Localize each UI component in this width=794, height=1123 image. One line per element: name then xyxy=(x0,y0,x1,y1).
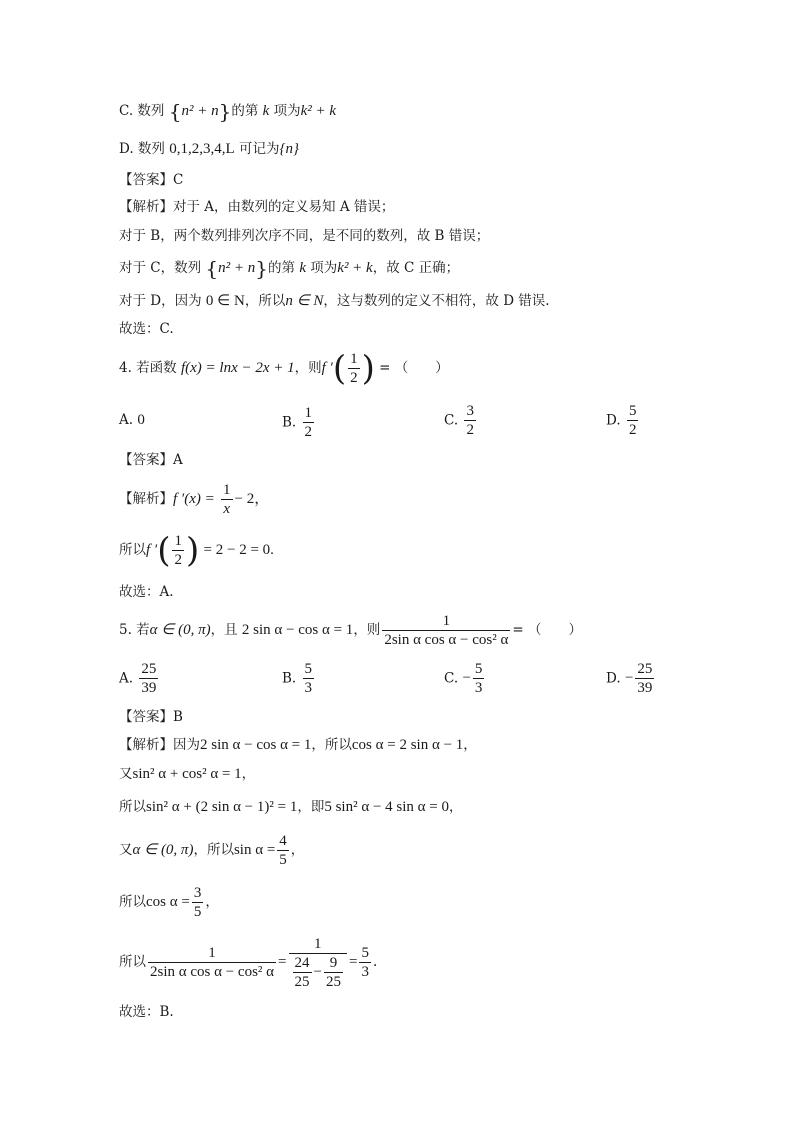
q4-stem-func: f(x) = lnx − 2x + 1 xyxy=(180,360,295,376)
q5-opt-c-sign: − xyxy=(462,670,471,686)
q4-stem-suffix: = （ ） xyxy=(379,360,449,376)
q4-stem-prefix: 4. 若函数 xyxy=(119,360,177,376)
paren-close: ) xyxy=(185,530,200,571)
q5-analysis-6 xyxy=(119,932,377,992)
q5-opt-b-den: 3 xyxy=(304,680,313,696)
q5-a6-inner1-den: 25 xyxy=(294,973,310,990)
q5-stem-suffix: = （ ） xyxy=(512,622,582,638)
q4-opt-c-frac xyxy=(464,402,476,439)
q3-analysis-2: 对于 B，两个数列排列次序不同，是不同的数列，故 B 错误； xyxy=(119,228,490,244)
option-c-prefix: C. 数列 xyxy=(119,103,165,119)
q5-analysis-5 xyxy=(119,882,219,922)
option-d xyxy=(119,139,299,159)
q5-a1-prefix: 【解析】因为 xyxy=(119,737,200,753)
q5-analysis-4 xyxy=(119,830,304,870)
q5-option-c xyxy=(444,660,486,697)
option-c xyxy=(119,101,336,122)
q4-stem xyxy=(119,348,449,389)
q5-answer: 【答案】B xyxy=(119,709,183,725)
q4-opt-b-frac xyxy=(303,404,315,441)
q3-answer: 【答案】C xyxy=(119,172,184,188)
q5-a6-res-num: 5 xyxy=(361,945,369,961)
q5-a3-prefix: 所以 xyxy=(119,799,146,815)
q4-analysis-prefix: 【解析】 xyxy=(119,491,173,507)
q4-option-b xyxy=(282,404,316,441)
q5-a3-m2: 5 sin² α − 4 sin α = 0 xyxy=(324,799,449,815)
q3-a3-suffix: ，故 C 正确； xyxy=(372,260,460,276)
q5-a6-inner2 xyxy=(324,954,343,991)
brace-close: } xyxy=(218,99,232,124)
option-c-mid: 的第 xyxy=(231,103,259,119)
q5-a3-suffix: ， xyxy=(449,799,463,815)
q5-a6-den: 2sin α cos α − cos² α xyxy=(150,964,275,980)
q4-opt-b-num: 1 xyxy=(304,405,313,421)
q4-analysis xyxy=(119,480,269,518)
q5-opt-d-num: 25 xyxy=(637,661,653,677)
q4-stem-mid: ，则 xyxy=(294,360,322,376)
option-c-seq: n² + n xyxy=(181,103,219,119)
q5-a6-prefix: 所以 xyxy=(119,954,146,970)
q5-opt-b-num: 5 xyxy=(304,661,313,677)
q5-stem-prefix: 5. 若 xyxy=(119,622,150,638)
q5-a4-mid: ，所以 xyxy=(193,842,234,858)
q5-a5-frac xyxy=(192,884,204,921)
q4-opt-c-num: 3 xyxy=(466,403,474,419)
q5-stem xyxy=(119,610,582,650)
q5-opt-d-den: 39 xyxy=(637,680,653,696)
q4-stem-fp: f ′ xyxy=(321,360,333,376)
q5-analysis-3 xyxy=(119,797,463,817)
q5-opt-b-frac xyxy=(303,660,315,697)
q5-a6-inner1-num: 24 xyxy=(294,954,310,971)
option-c-val: k² + k xyxy=(300,103,337,119)
q5-stem-m1: α ∈ (0, π) xyxy=(149,622,211,638)
q5-a6-minus: − xyxy=(313,963,322,980)
q3-analysis-3 xyxy=(119,258,459,279)
q4-so-fp: f ′ xyxy=(146,542,158,558)
q5-a1-m1: 2 sin α − cos α = 1 xyxy=(200,737,312,753)
q5-a4-prefix: 又 xyxy=(119,842,133,858)
q3-a3-mid: 的第 xyxy=(268,260,296,276)
q5-stem-mid: ，且 xyxy=(210,622,238,638)
q5-opt-a-den: 39 xyxy=(141,680,157,696)
paren-open: ( xyxy=(332,348,347,389)
q3-a4-m2: n ∈ N xyxy=(285,293,324,309)
q5-opt-d-label: D. xyxy=(606,670,621,687)
q4-so-den: 2 xyxy=(174,552,182,568)
q4-opt-d-label: D. xyxy=(606,412,621,429)
q5-a5-prefix: 所以 xyxy=(119,894,146,910)
q5-a2-m: sin² α + cos² α = 1 xyxy=(132,766,242,782)
q3-a3-mid2: 项为 xyxy=(310,260,338,276)
q5-a4-suffix: ， xyxy=(290,842,305,858)
q5-opt-d-sign: − xyxy=(624,670,634,686)
q3-a4-b: ，所以 xyxy=(244,293,286,309)
q4-opt-d-den: 2 xyxy=(628,422,637,438)
q5-a5-m: cos α = xyxy=(146,894,190,910)
q3-a4-m1: 0 ∈ N xyxy=(205,293,245,309)
q4-opt-d-frac xyxy=(627,402,639,439)
option-c-suffix: 项为 xyxy=(273,103,301,119)
q5-opt-d-frac xyxy=(635,660,654,697)
q5-a6-inner1 xyxy=(293,954,312,991)
q4-so xyxy=(119,530,274,570)
q4-opt-a-label: A. xyxy=(119,412,134,428)
q5-a6-inner2-den: 25 xyxy=(325,973,341,990)
q4-option-a xyxy=(119,412,145,429)
q5-a6-inner2-num: 9 xyxy=(324,954,343,973)
option-d-set: {n} xyxy=(279,141,299,157)
q5-option-a xyxy=(119,660,160,697)
q4-option-d xyxy=(606,402,640,439)
q5-opt-a-frac xyxy=(139,660,158,697)
q5-a6-num: 1 xyxy=(148,944,276,963)
q5-a4-frac xyxy=(277,832,289,869)
q4-analysis-den: x xyxy=(223,501,231,517)
q3-a3-prefix: 对于 C，数列 xyxy=(119,260,202,276)
q5-a6-eq2: = xyxy=(348,954,358,970)
q5-opt-c-num: 5 xyxy=(474,661,483,677)
q5-a1-m2: cos α = 2 sin α − 1 xyxy=(351,737,464,753)
q5-a6-eq: = xyxy=(278,954,287,970)
q4-conclusion: 故选：A. xyxy=(119,584,174,600)
q5-stem-frac xyxy=(382,612,510,649)
q5-a1-mid: ，所以 xyxy=(311,737,352,753)
q5-stem-den: 2sin α cos α − cos² α xyxy=(384,632,509,648)
q5-a6-res-den: 3 xyxy=(361,964,369,980)
q5-a6-frac1 xyxy=(148,944,276,981)
q4-stem-num: 1 xyxy=(350,351,358,367)
q5-a1-suffix: ， xyxy=(463,737,477,753)
q5-a2-prefix: 又 xyxy=(119,766,133,782)
q5-analysis-2 xyxy=(119,764,255,784)
q4-opt-c-den: 2 xyxy=(466,422,474,438)
q5-a4-m2: sin α = xyxy=(233,842,276,858)
q4-stem-den: 2 xyxy=(350,370,358,386)
brace-open: { xyxy=(205,256,219,281)
paren-close: ) xyxy=(361,348,375,389)
q5-a5-num: 3 xyxy=(193,885,202,901)
q5-a3-mid: ，即 xyxy=(297,799,325,815)
q5-a2-suffix: ， xyxy=(241,766,256,782)
q5-opt-a-num: 25 xyxy=(141,661,157,677)
option-d-mid: 可记为 xyxy=(238,141,280,157)
q5-a6-suffix: . xyxy=(372,954,378,970)
q5-opt-a-label: A. xyxy=(119,670,134,687)
q5-a6-den2 xyxy=(289,954,347,991)
q5-opt-c-label: C. xyxy=(444,670,459,687)
option-c-k: k xyxy=(262,103,270,119)
q3-conclusion: 故选：C. xyxy=(119,321,174,337)
q5-a6-result xyxy=(359,944,371,981)
brace-close: } xyxy=(255,256,269,281)
q4-option-c xyxy=(444,402,478,439)
q4-opt-c-label: C. xyxy=(444,412,459,429)
q5-a4-den: 5 xyxy=(279,852,287,868)
brace-open: { xyxy=(168,99,182,124)
q5-conclusion: 故选：B. xyxy=(119,1004,174,1020)
q5-a3-m1: sin² α + (2 sin α − 1)² = 1 xyxy=(146,799,298,815)
q4-stem-frac xyxy=(348,350,360,387)
q5-option-b xyxy=(282,660,316,697)
q4-analysis-frac xyxy=(221,481,233,518)
q5-a5-suffix: ， xyxy=(205,894,219,910)
option-d-seq: 0,1,2,3,4,L xyxy=(169,141,235,157)
q4-so-prefix: 所以 xyxy=(119,542,146,558)
q5-a4-m: α ∈ (0, π) xyxy=(132,842,194,858)
q4-opt-a-text: 0 xyxy=(137,412,145,428)
q4-answer: 【答案】A xyxy=(119,452,183,468)
q4-analysis-tail: − 2， xyxy=(234,491,270,507)
q5-opt-c-frac xyxy=(473,660,485,697)
q5-stem-num: 1 xyxy=(382,612,510,631)
q4-so-frac xyxy=(172,532,184,569)
q5-stem-mid2: ，则 xyxy=(353,622,381,638)
q4-analysis-num: 1 xyxy=(223,482,231,498)
q4-analysis-fp: f ′(x) = xyxy=(173,491,215,507)
q4-so-num: 1 xyxy=(174,533,182,549)
q3-a3-k: k xyxy=(299,260,306,276)
q5-analysis-1 xyxy=(119,735,477,755)
q4-so-tail: = 2 − 2 = 0. xyxy=(203,542,274,558)
q3-a3-val: k² + k xyxy=(337,260,373,276)
paren-open: ( xyxy=(157,530,171,571)
q3-a4-a: 对于 D，因为 xyxy=(119,293,202,309)
q4-opt-d-num: 5 xyxy=(628,403,637,419)
option-d-prefix: D. 数列 xyxy=(119,141,165,157)
q5-option-d xyxy=(606,660,656,697)
q5-a4-num: 4 xyxy=(279,833,287,849)
q5-opt-b-label: B. xyxy=(282,670,297,687)
q5-stem-m2: 2 sin α − cos α = 1 xyxy=(241,622,354,638)
q5-a6-frac2 xyxy=(289,935,347,991)
q3-analysis-4 xyxy=(119,291,550,311)
q4-opt-b-den: 2 xyxy=(304,424,313,440)
q3-analysis-1: 【解析】对于 A，由数列的定义易知 A 错误； xyxy=(119,199,395,215)
q5-opt-c-den: 3 xyxy=(474,680,483,696)
q3-a3-seq: n² + n xyxy=(218,260,256,276)
q5-a6-num2: 1 xyxy=(289,935,347,954)
q5-a5-den: 5 xyxy=(193,904,202,920)
q3-a4-c: ，这与数列的定义不相符，故 D 错误. xyxy=(323,293,550,309)
q4-opt-b-label: B. xyxy=(282,414,297,431)
